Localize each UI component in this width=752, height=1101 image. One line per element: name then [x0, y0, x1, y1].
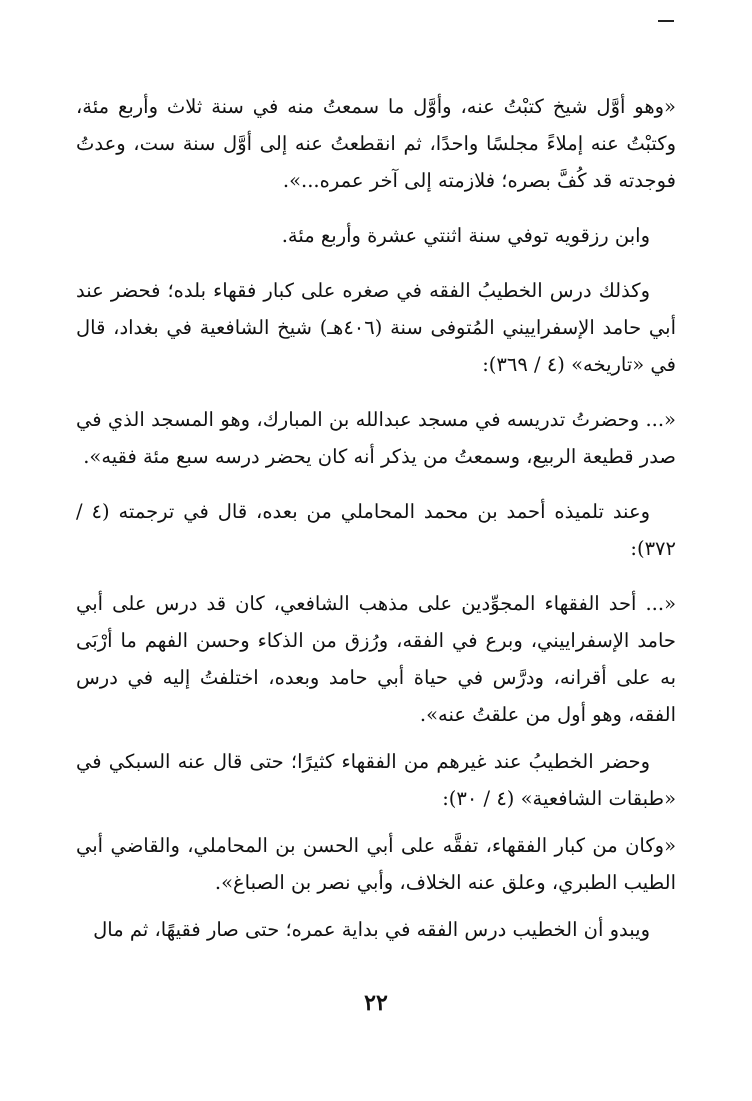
paragraph-subki: وحضر الخطيبُ عند غيرهم من الفقهاء كثيرًا؛ حتى قال عنه السبكي في «طبقات الشافعية» (٤ / ٣٠): [76, 750, 676, 810]
paragraph-mahamili: وعند تلميذه أحمد بن محمد المحاملي من بعده، قال في ترجمته (٤ / ٣٧٢): [76, 500, 676, 560]
top-rule [658, 20, 674, 22]
quote-ibn-rizqawayh: «وهو أوَّل شيخ كتبْتُ عنه، وأوَّل ما سمعتُ منه في سنة ثلاث وأربع مئة، وكتبْتُ عنه إملاءً مجلسًا واحدًا، ثم انقطعتُ عنه إلى أوَّل سنة ست، وعدتُ فوجدته قد كُفَّ بصره؛ فلازمته إلى آخر عمره...». [76, 95, 676, 192]
quote-tarikh-baghdad: «... وحضرتُ تدريسه في مسجد عبدالله بن المبارك، وهو المسجد الذي في صدر قطيعة الربيع، وسمعتُ من يذكر أنه كان يحضر درسه سبع مئة فقيه». [76, 408, 676, 468]
quote-mahamili-biography: «... أحد الفقهاء المجوِّدين على مذهب الشافعي، كان قد درس على أبي حامد الإسفراييني، وبرع في الفقه، ورُزق من الذكاء وحسن الفهم ما أرْبَى به على أقرانه، ودرَّس في حياة أبي حامد وبعده، اختلفتُ إليه في درس الفقه، وهو أول من علقتُ عنه». [76, 592, 676, 726]
quote-tabaqat: «وكان من كبار الفقهاء، تفقَّه على أبي الحسن بن المحاملي، والقاضي أبي الطيب الطبري، وعلق عنه الخلاف، وأبي نصر بن الصباغ». [76, 834, 676, 894]
page-body [76, 88, 676, 948]
paragraph-conclusion: ويبدو أن الخطيب درس الفقه في بداية عمره؛ حتى صار فقيهًا، ثم مال [93, 918, 650, 941]
page-number: ٢٢ [364, 990, 388, 1016]
paragraph-fiqh-study: وكذلك درس الخطيبُ الفقه في صغره على كبار فقهاء بلده؛ فحضر عند أبي حامد الإسفراييني المُتوفى سنة (٤٠٦هـ) شيخ الشافعية في بغداد، قال في «تاريخه» (٤ / ٣٦٩): [76, 279, 676, 376]
paragraph-ibn-rizqawayh-death: وابن رزقويه توفي سنة اثنتي عشرة وأربع مئة. [281, 224, 650, 247]
